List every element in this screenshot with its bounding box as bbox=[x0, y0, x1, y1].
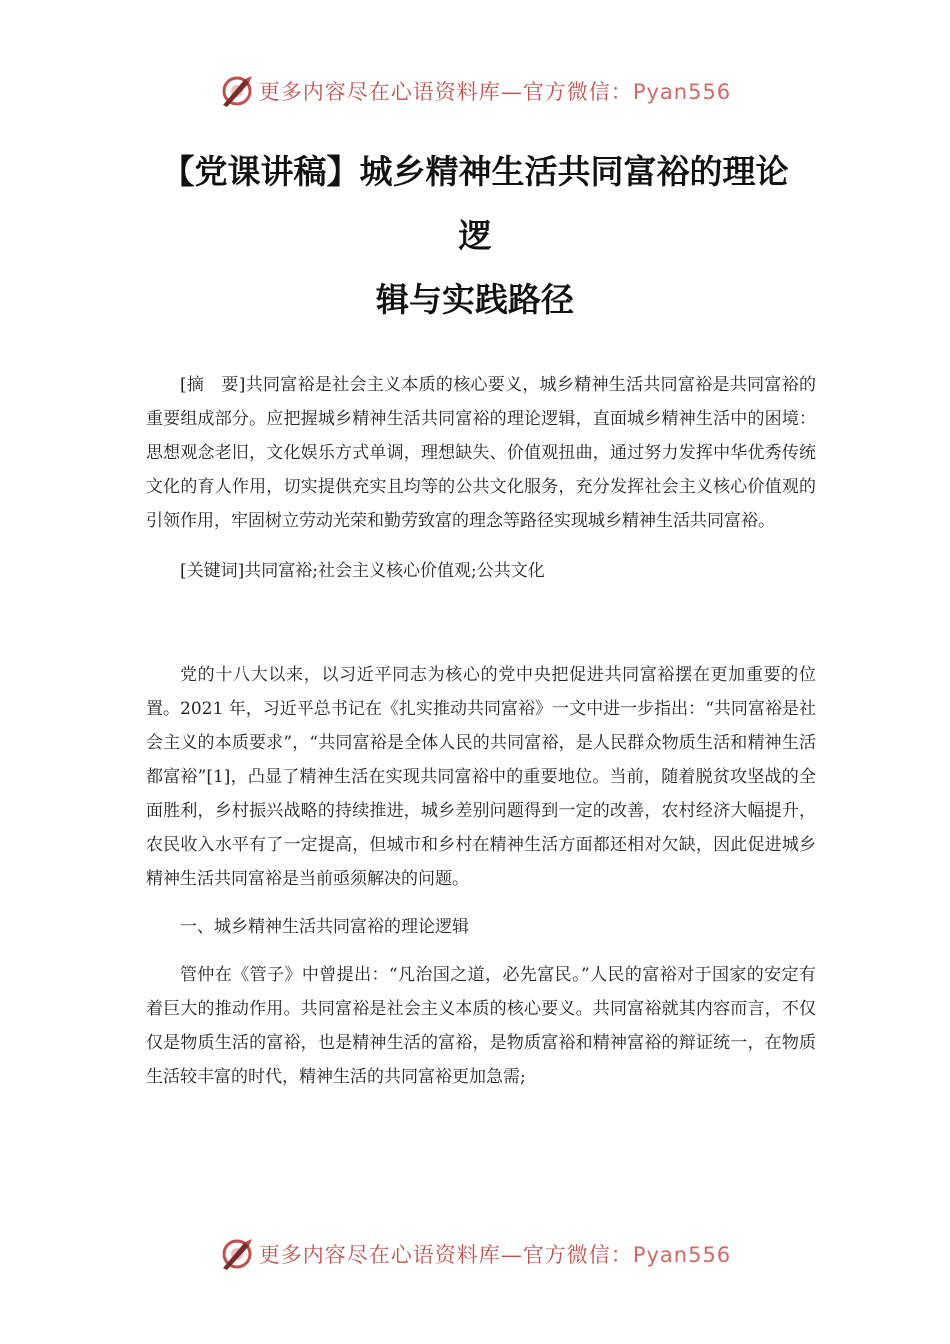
banner-text bbox=[259, 76, 731, 106]
quill-pen-logo-icon bbox=[219, 73, 255, 109]
title-line-3: 辑与实践路径 bbox=[376, 280, 574, 319]
section-1-paragraph-1: 管仲在《管子》中曾提出：“凡治国之道，必先富民。”人民的富裕对于国家的安定有着巨大的推动作用。共同富裕是社会主义本质的核心要义。共同富裕就其内容而言，不仅仅是物质生活的富裕，也是精神生活的富裕，是物质富裕和精神富裕的辩证统一，在物质生活较丰富的时代，精神生活的共同富裕更加急需; bbox=[146, 965, 816, 1087]
footer-banner-wechat-label: 官方微信： bbox=[522, 1243, 633, 1267]
keywords-paragraph: [关键词]共同富裕;社会主义核心价值观;公共文化 bbox=[180, 561, 545, 581]
quill-pen-logo-icon bbox=[219, 1236, 255, 1272]
footer-banner-text bbox=[259, 1239, 731, 1269]
document-title bbox=[0, 140, 950, 332]
footer-banner-wechat-id: Pyan556 bbox=[632, 1243, 732, 1267]
document-body bbox=[146, 368, 816, 1094]
banner-main-text: 更多内容尽在心语资料库 bbox=[258, 80, 501, 104]
section-1-heading: 一、城乡精神生活共同富裕的理论逻辑 bbox=[180, 917, 469, 937]
header-banner bbox=[0, 66, 950, 116]
banner-wechat-label: 官方微信： bbox=[522, 80, 633, 104]
title-line-2: 逻 bbox=[458, 216, 492, 255]
footer-banner bbox=[0, 1229, 950, 1279]
title-line-1: 【党课讲稿】城乡精神生活共同富裕的理论 bbox=[161, 152, 789, 191]
intro-paragraph: 党的十八大以来，以习近平同志为核心的党中央把促进共同富裕摆在更加重要的位置。2021 年，习近平总书记在《扎实推动共同富裕》一文中进一步指出：“共同富裕是社会主义的本质要求”，“共同富裕是全体人民的共同富裕，是人民群众物质生活和精神生活都富裕”[1]，凸显了精神生活在实现共同富裕中的重要地位。当前，随着脱贫攻坚战的全面胜利，乡村振兴战略的持续推进，城乡差别问题得到一定的改善，农村经济大幅提升，农民收入水平有了一定提高，但城市和乡村在精神生活方面都还相对欠缺，因此促进城乡精神生活共同富裕是当前亟须解决的问题。 bbox=[146, 665, 816, 889]
footer-banner-main-text: 更多内容尽在心语资料库 bbox=[258, 1243, 501, 1267]
footer-banner-separator: — bbox=[500, 1243, 523, 1267]
banner-separator: — bbox=[500, 80, 523, 104]
banner-wechat-id: Pyan556 bbox=[632, 80, 732, 104]
abstract-paragraph: [摘 要]共同富裕是社会主义本质的核心要义，城乡精神生活共同富裕是共同富裕的重要组成部分。应把握城乡精神生活共同富裕的理论逻辑，直面城乡精神生活中的困境：思想观念老旧，文化娱乐方式单调，理想缺失、价值观扭曲，通过努力发挥中华优秀传统文化的育人作用，切实提供充实且均等的公共文化服务，充分发挥社会主义核心价值观的引领作用，牢固树立劳动光荣和勤劳致富的理念等路径实现城乡精神生活共同富裕。 bbox=[146, 375, 816, 531]
